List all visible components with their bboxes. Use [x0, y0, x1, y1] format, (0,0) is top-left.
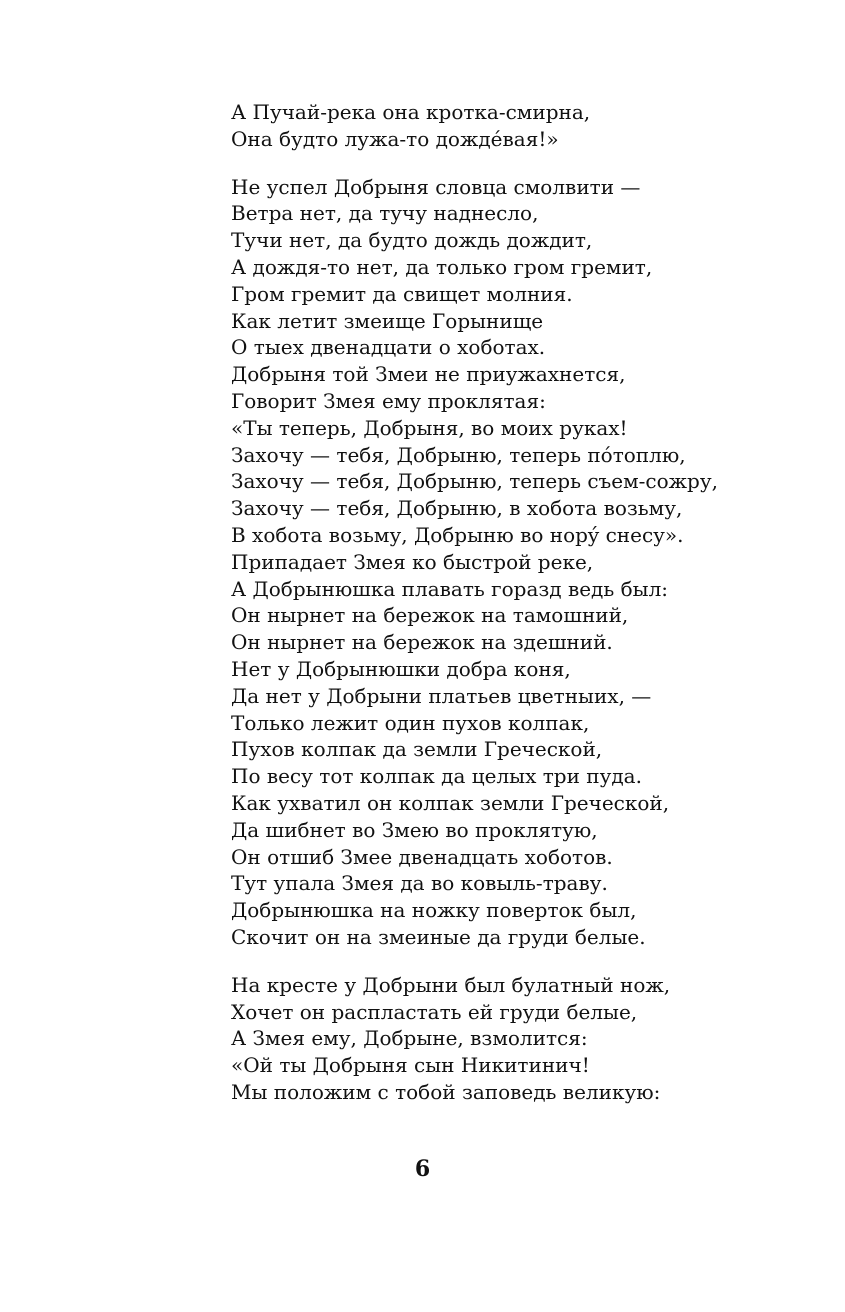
poem-line: Как летит змеище Горынище: [231, 308, 544, 333]
poem-line: Тучи нет, да будто дождь дождит,: [231, 228, 593, 253]
poem-line: Тут упала Змея да во ковыль-траву.: [231, 871, 608, 896]
poem-line: Гром гремит да свищет молния.: [231, 281, 573, 306]
poem-line: Да нет у Добрыни платьев цветныих, —: [231, 683, 652, 708]
poem-line: Он нырнет на бережок на здешний.: [231, 630, 613, 655]
poem-line: Да шибнет во Змею во проклятую,: [231, 817, 598, 842]
poem-line: «Ты теперь, Добрыня, во моих руках!: [231, 415, 628, 440]
poem-line: А дождя-то нет, да только гром гремит,: [231, 254, 653, 279]
poem-line: Пухов колпак да земли Греческой,: [231, 737, 603, 762]
poem-line: Добрынюшка на ножку поверток был,: [231, 898, 637, 923]
poem-line: Нет у Добрынюшки добра коня,: [231, 656, 571, 681]
stanza: [231, 99, 831, 153]
poem-line: Он нырнет на бережок на тамошний,: [231, 603, 629, 628]
poem-line: Ветра нет, да тучу наднесло,: [231, 201, 539, 226]
poem-line: Не успел Добрыня словца смолвити —: [231, 174, 641, 199]
page-number: 6: [414, 1156, 431, 1182]
poem-line: На кресте у Добрыни был булатный нож,: [231, 972, 671, 997]
poem-line: Захочу — тебя, Добрыню, теперь пóтоплю,: [231, 442, 686, 467]
poem-line: Только лежит один пухов колпак,: [231, 710, 590, 735]
poem-line: А Пучай-река она кротка-смирна,: [231, 100, 591, 124]
poem-line: В хобота возьму, Добрыню во норý снесу».: [231, 522, 684, 547]
poem-line: Захочу — тебя, Добрыню, в хобота возьму,: [231, 496, 683, 521]
poem-line: Добрыня той Змеи не приужахнется,: [231, 362, 626, 387]
poem-line: Как ухватил он колпак земли Греческой,: [231, 790, 670, 815]
poem-line: Захочу — тебя, Добрыню, теперь съем-сожру,: [231, 469, 718, 494]
poem-line: Мы положим с тобой заповедь великую:: [231, 1079, 661, 1104]
poem-line: О тыех двенадцати о хоботах.: [231, 335, 546, 360]
poem-line: Он отшиб Змее двенадцать хоботов.: [231, 844, 613, 869]
stanza: [231, 174, 831, 951]
poem-line: Припадает Змея ко быстрой реке,: [231, 549, 594, 574]
poem-line: А Змея ему, Добрыне, взмолится:: [231, 1026, 588, 1051]
poem-line: «Ой ты Добрыня сын Никитинич!: [231, 1053, 590, 1078]
poem-line: Хочет он распластать ей груди белые,: [231, 999, 638, 1024]
stanza: [231, 972, 831, 1106]
poem-line: А Добрынюшка плавать горазд ведь был:: [231, 576, 669, 601]
poem-line: Говорит Змея ему проклятая:: [231, 388, 546, 413]
poem-line: По весу тот колпак да целых три пуда.: [231, 764, 642, 789]
poem-text: [231, 99, 831, 1106]
poem-line: Скочит он на змеиные да груди белые.: [231, 924, 646, 949]
poem-line: Она будто лужа-то дождéвая!»: [231, 126, 559, 151]
